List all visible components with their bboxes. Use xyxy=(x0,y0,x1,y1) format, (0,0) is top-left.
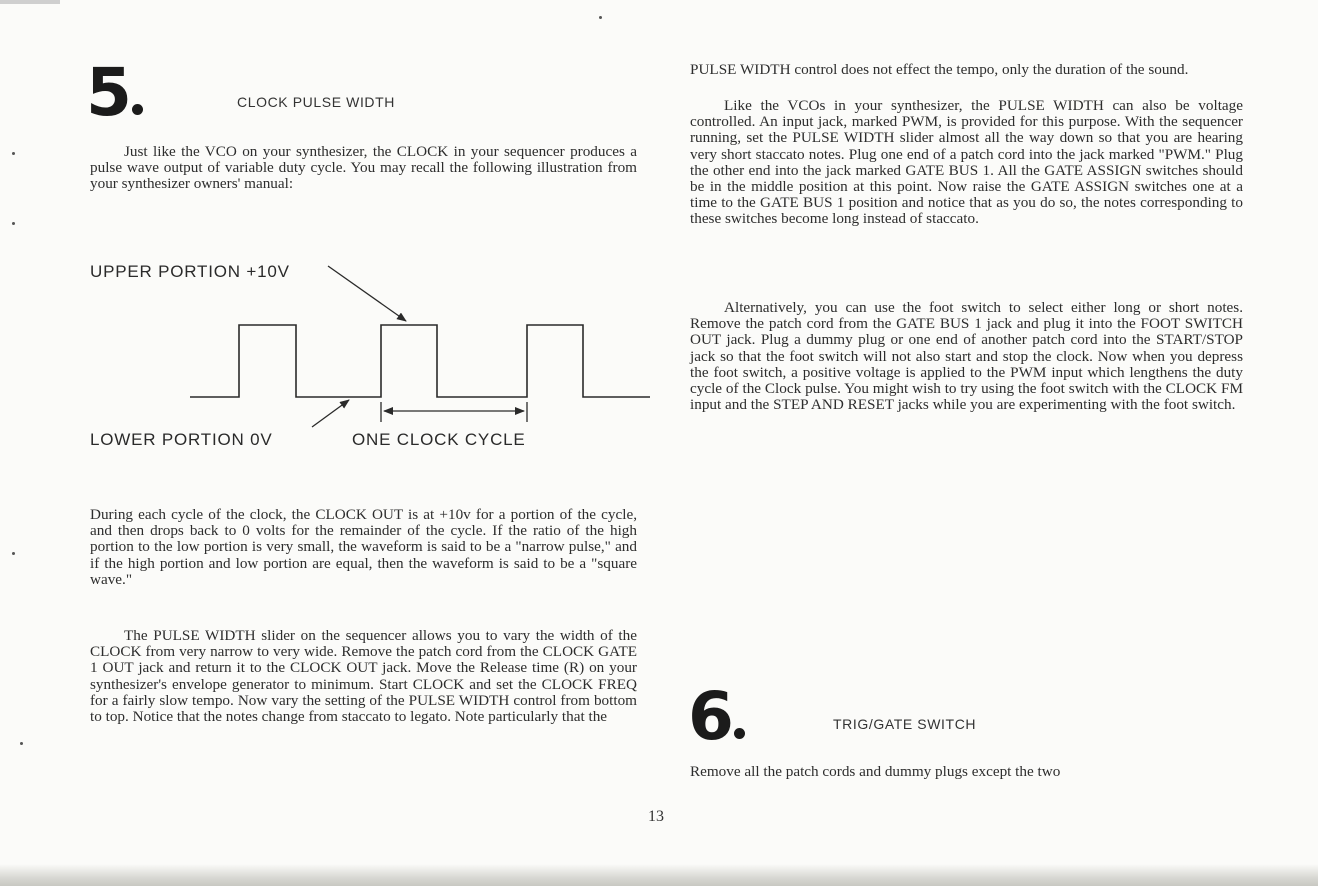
lower-portion-label: LOWER PORTION 0V xyxy=(90,430,273,449)
section-6-title: TRIG/GATE SWITCH xyxy=(833,716,977,732)
section-6-text: Remove all the patch cords and dummy plugs except the two xyxy=(690,763,1061,780)
right-paragraph-2: Like the VCOs in your synthesizer, the PULSE WIDTH can also be voltage controlled. An input jack, marked PWM, is provided for this purpose. With the sequencer running, set the PULSE WIDTH slider almost all the way down so that you are hearing very short staccato notes. Plug one end of a patch cord into the jack marked "PWM." Plug the other end into the jack marked GATE BUS 1. All the GATE ASSIGN switches should be in the middle position at this point. Now raise the GATE ASSIGN switches one at a time to the GATE BUS 1 position and notice that as you do so, the notes corresponding to these switches become long instead of staccato. xyxy=(690,97,1243,228)
page-number: 13 xyxy=(648,808,664,825)
page-bottom-shadow xyxy=(0,864,1318,886)
section-5-number: 5 xyxy=(86,60,143,126)
right-paragraph-3: Alternatively, you can use the foot switch to select either long or short notes. Remove the patch cord from the GATE BUS 1 jack and plug it into the FOOT SWITCH OUT jack. Plug a dummy plug or one end of another patch cord into the START/STOP jack so that the foot switch will not also start and stop the clock. Now when you depress the foot switch, a positive voltage is applied to the PWM input which lengthens the duty cycle of the Clock pulse. You might wish to try using the foot switch with the CLOCK FM input and the STEP AND RESET jacks while you are experimenting with the foot switch. xyxy=(690,299,1243,414)
section-5-intro: Just like the VCO on your synthesizer, the CLOCK in your sequencer produces a pulse wave output of variable duty cycle. You may recall the following illustration from your synthesizer owners' manual: xyxy=(90,143,637,193)
section-5-paragraph-2: During each cycle of the clock, the CLOCK OUT is at +10v for a portion of the cycle, and then drops back to 0 volts for the remainder of the cycle. If the ratio of the high portion to the low portion is very small, the waveform is said to be a "narrow pulse," and if the high portion and low portion are equal, then the waveform is said to be a "square wave." xyxy=(90,506,637,588)
section-5-title: CLOCK PULSE WIDTH xyxy=(237,94,395,110)
upper-portion-label: UPPER PORTION +10V xyxy=(90,262,290,281)
clock-cycle-label: ONE CLOCK CYCLE xyxy=(352,430,526,449)
pulse-waveform xyxy=(190,325,650,397)
section-6-number: 6 xyxy=(688,684,745,750)
right-paragraph-1: PULSE WIDTH control does not effect the tempo, only the duration of the sound. xyxy=(690,61,1189,78)
upper-arrow xyxy=(328,266,406,321)
lower-arrow xyxy=(312,400,349,427)
section-5-paragraph-3: The PULSE WIDTH slider on the sequencer allows you to vary the width of the CLOCK from very narrow to very wide. Remove the patch cord from the CLOCK GATE 1 OUT jack and return it to the CLOCK OUT jack. Move the Release time (R) on your synthesizer's envelope generator to minimum. Start CLOCK and set the CLOCK FREQ for a fairly slow tempo. Now vary the setting of the PULSE WIDTH control from bottom to top. Notice that the notes change from staccato to legato. Note particularly that the xyxy=(90,627,637,726)
